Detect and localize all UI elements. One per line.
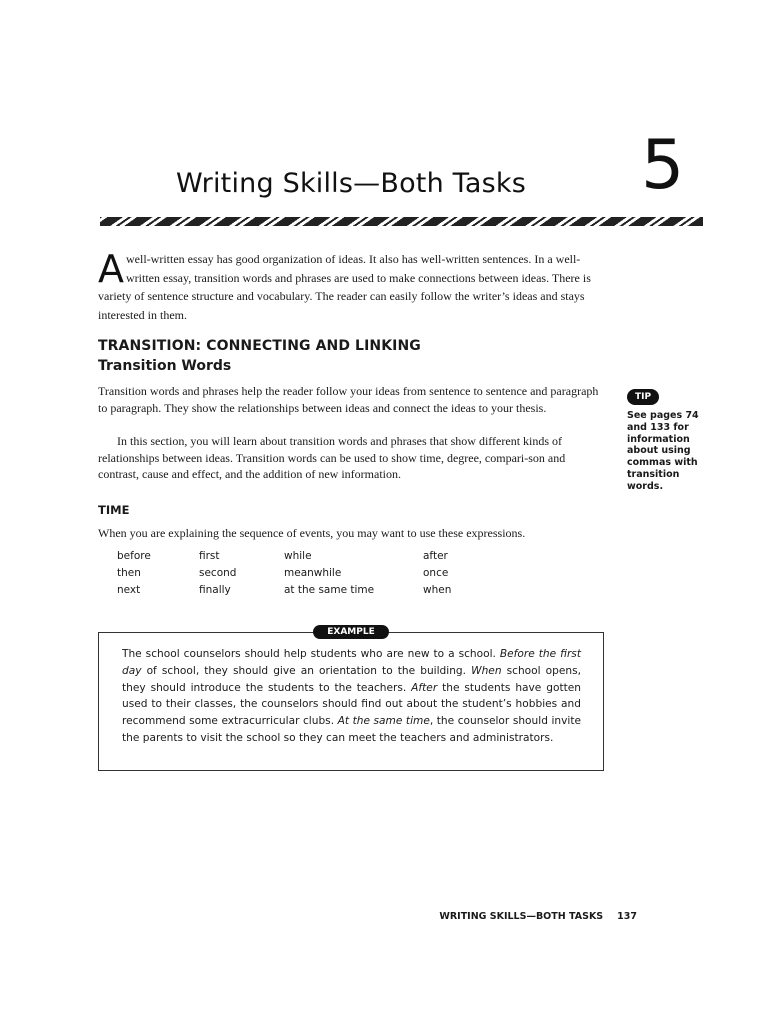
intro-text: well-written essay has good organization of ideas. It also has well-written sentences. In a well-written essay, transition words and phrases are used to make connections between ideas. There is variety of sentence structure and vocabulary. The reader can easily follow the writer’s ideas and stays interested in them. bbox=[98, 252, 591, 322]
example-text-part: of school, they should give an orientation to the building. bbox=[141, 664, 472, 677]
tip-badge: TIP bbox=[627, 389, 659, 405]
example-transition-phrase: Before the first day bbox=[122, 648, 581, 677]
tip-text: See pages 74 and 133 for information about using commas with transition words. bbox=[627, 410, 699, 492]
page-number: 137 bbox=[617, 911, 637, 922]
transition-word: first bbox=[199, 550, 220, 562]
drop-cap: A bbox=[98, 247, 124, 291]
transition-word: before bbox=[117, 550, 151, 562]
transition-word: while bbox=[284, 550, 312, 562]
time-intro: When you are explaining the sequence of events, you may want to use these expressions. bbox=[98, 526, 526, 540]
transition-word: meanwhile bbox=[284, 567, 342, 579]
title-divider bbox=[100, 217, 703, 226]
example-text-part: , the counselor should invite the parents to visit the school so they can meet the teachers and administrators. bbox=[122, 715, 582, 744]
example-text bbox=[122, 646, 581, 747]
body-paragraph-2: In this section, you will learn about transition words and phrases that show different kinds of relationships between ideas. Transition words can be used to show time, degree, compari-son and contrast, cause and effect, and the addition of new information. bbox=[98, 434, 566, 481]
intro-paragraph bbox=[98, 247, 606, 324]
running-head: WRITING SKILLS—BOTH TASKS bbox=[439, 911, 604, 922]
example-transition-phrase: At the same time bbox=[337, 715, 430, 728]
example-transition-phrase: After bbox=[411, 681, 438, 694]
transition-word: finally bbox=[199, 584, 231, 596]
transition-word: second bbox=[199, 567, 237, 579]
transition-word: when bbox=[423, 584, 452, 596]
example-text-part: the students have gotten used to their classes, the counselors should find out about the student’s hobbies and recommend some extracurricular clubs. bbox=[122, 681, 581, 728]
page-footer bbox=[439, 911, 637, 922]
transition-word: next bbox=[117, 584, 141, 596]
time-heading: TIME bbox=[98, 503, 130, 517]
example-text-part: school opens, they should introduce the students to the teachers. bbox=[122, 664, 581, 694]
transition-word: after bbox=[423, 550, 448, 562]
example-transition-phrase: When bbox=[471, 664, 502, 677]
time-word-grid bbox=[117, 550, 477, 604]
section-heading: TRANSITION: CONNECTING AND LINKING bbox=[98, 338, 421, 354]
example-badge: EXAMPLE bbox=[313, 625, 389, 639]
chapter-title: Writing Skills—Both Tasks bbox=[176, 168, 527, 199]
transition-word: once bbox=[423, 567, 449, 579]
body-paragraph-1: Transition words and phrases help the reader follow your ideas from sentence to sentence and paragraph to paragraph. They show the relationships between ideas and connect the ideas to your thesis. bbox=[98, 384, 599, 415]
transition-word: at the same time bbox=[284, 584, 375, 596]
example-text-part: The school counselors should help students who are new to a school. bbox=[122, 648, 500, 660]
chapter-number: 5 bbox=[641, 126, 685, 205]
sub-heading: Transition Words bbox=[98, 358, 232, 374]
transition-word: then bbox=[117, 567, 141, 579]
